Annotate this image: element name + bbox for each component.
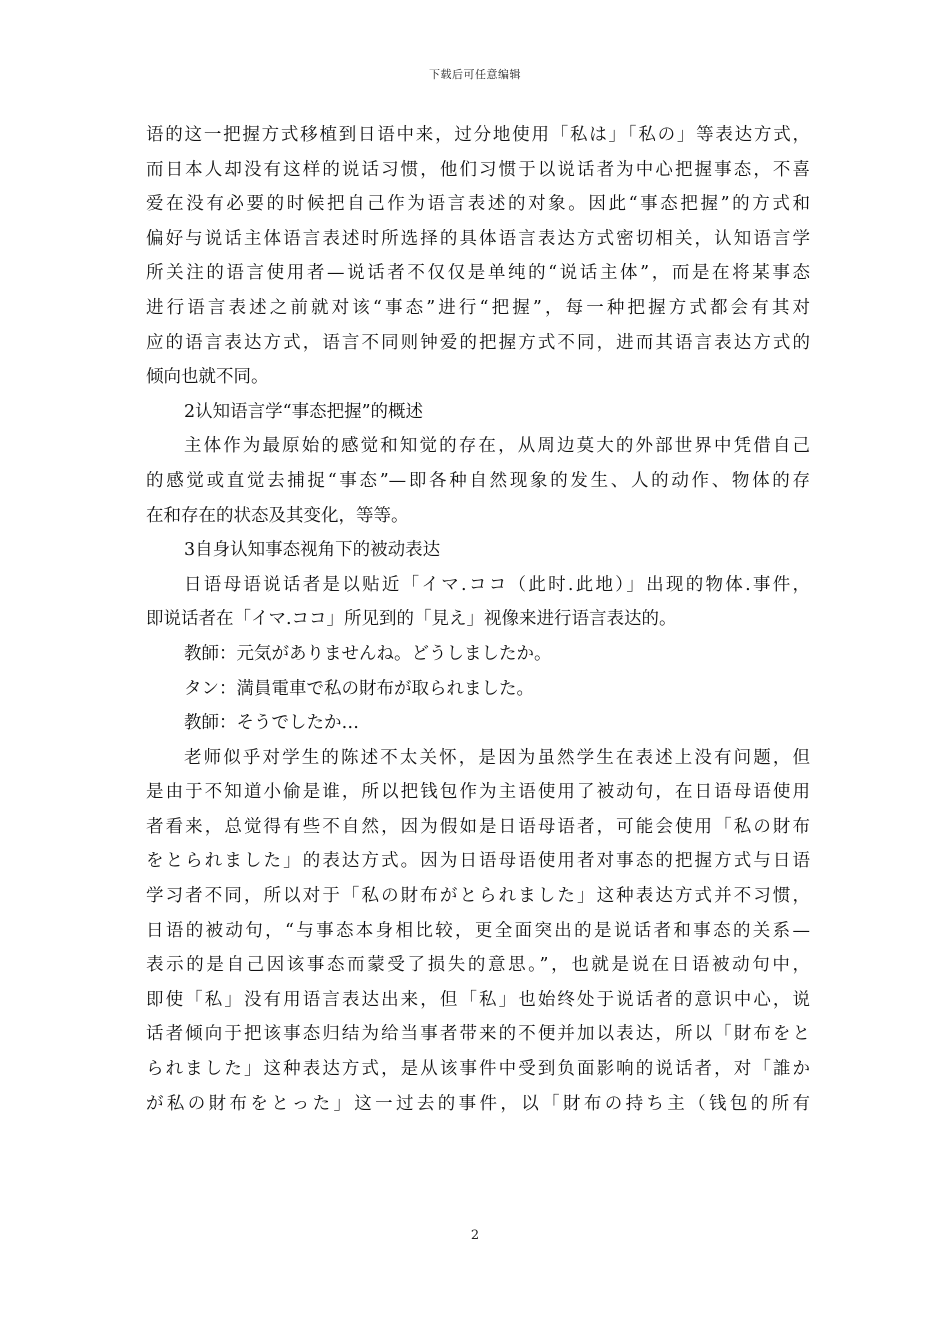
text-line: 所关注的语言使用者—说话者不仅仅是单纯的“说话主体”，而是在将某事态 — [146, 263, 810, 284]
text-line: 倾向也就不同。 — [146, 367, 269, 388]
text-line: が私の財布をとった」这一过去的事件，以「財布の持ち主（钱包的所有 — [146, 1093, 810, 1114]
text-line: 即使「私」没有用语言表达出来，但「私」也始终处于说话者的意识中心，说 — [146, 989, 810, 1010]
text-line: 的感觉或直觉去捕捉“事态”—即各种自然现象的发生、人的动作、物体的存 — [146, 470, 810, 491]
text-line: 学习者不同，所以对于「私の財布がとられました」这种表达方式并不习惯， — [146, 886, 810, 907]
section-heading: 3自身认知事态视角下的被动表达 — [184, 540, 441, 561]
page-number: 2 — [470, 1228, 480, 1243]
text-line: 语的这一把握方式移植到日语中来，过分地使用「私は」「私の」等表达方式， — [146, 125, 810, 145]
text-line: 应的语言表达方式，语言不同则钟爱的把握方式不同，进而其语言表达方式的 — [146, 332, 810, 353]
text-line: られました」这种表达方式，是从该事件中受到负面影响的说话者，对「誰か — [146, 1059, 810, 1080]
dialogue-line: 教師：そうでしたか… — [184, 713, 359, 734]
text-line: 即说话者在「イマ.ココ」所见到的「見え」视像来进行语言表达的。 — [146, 609, 677, 630]
text-line: 日语的被动句，“与事态本身相比较，更全面突出的是说话者和事态的关系— — [146, 920, 810, 941]
text-line: 而日本人却没有这样的说话习惯，他们习惯于以说话者为中心把握事态，不喜 — [146, 159, 810, 180]
page-header: 下载后可任意编辑 — [429, 68, 521, 81]
text-line: 主体作为最原始的感觉和知觉的存在，从周边莫大的外部世界中凭借自己 — [184, 436, 810, 457]
text-line: 进行语言表述之前就对该“事态”进行“把握”，每一种把握方式都会有其对 — [146, 297, 810, 318]
dialogue-line: 教師：元気がありませんね。どうしましたか。 — [184, 643, 552, 664]
text-line: 爱在没有必要的时候把自己作为语言表述的对象。因此“事态把握”的方式和 — [146, 194, 810, 215]
text-line: 偏好与说话主体语言表述时所选择的具体语言表达方式密切相关，认知语言学 — [146, 228, 810, 249]
section-heading: 2认知语言学“事态把握”的概述 — [184, 401, 424, 422]
text-line: 在和存在的状态及其变化，等等。 — [146, 505, 409, 526]
text-line: をとられました」的表达方式。因为日语母语使用者对事态的把握方式与日语 — [146, 851, 810, 872]
document-body — [146, 118, 810, 1121]
dialogue-line: タン：満員電車で私の財布が取られました。 — [184, 678, 534, 699]
text-line: 是由于不知道小偷是谁，所以把钱包作为主语使用了被动句，在日语母语使用 — [146, 782, 810, 803]
text-line: 者看来，总觉得有些不自然，因为假如是日语母语者，可能会使用「私の財布 — [146, 816, 810, 837]
text-line: 表示的是自己因该事态而蒙受了损失的意思。”，也就是说在日语被动句中， — [146, 955, 810, 976]
text-line: 日语母语说话者是以贴近「イマ.ココ（此时.此地）」出现的物体.事件， — [184, 574, 810, 595]
text-line: 老师似乎对学生的陈述不太关怀，是因为虽然学生在表述上没有问题，但 — [184, 747, 810, 768]
text-line: 话者倾向于把该事态归结为给当事者带来的不便并加以表达，所以「財布をと — [146, 1024, 810, 1045]
